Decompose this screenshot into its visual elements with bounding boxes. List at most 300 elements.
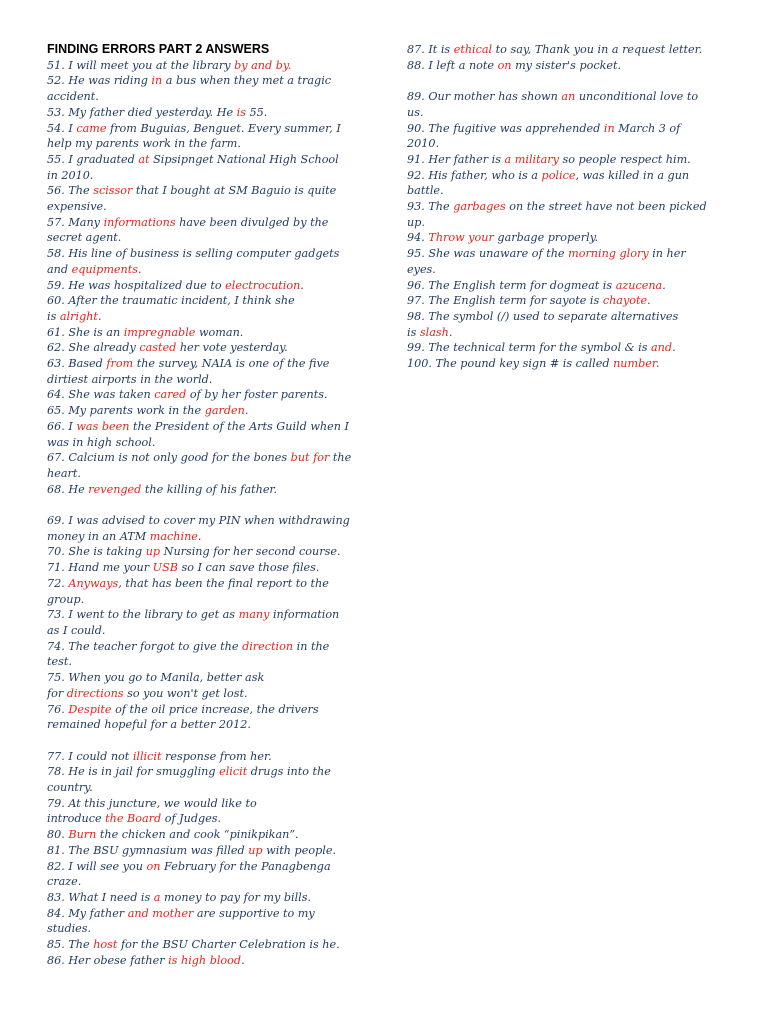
- answer-item-72: [47, 576, 377, 607]
- answer-text: the: [329, 451, 352, 465]
- answer-line: [47, 702, 377, 718]
- answer-text: .: [241, 953, 245, 967]
- answer-text: 80.: [47, 828, 69, 842]
- answer-item-89: [407, 89, 737, 120]
- answer-text: so you won't get lost.: [123, 686, 248, 700]
- answer-item-78: [47, 764, 377, 795]
- answer-line: [47, 686, 377, 702]
- answer-item-93: [407, 199, 737, 230]
- error-highlight: by and by.: [234, 58, 292, 72]
- answer-item-60: [47, 293, 377, 324]
- answer-line: [47, 796, 377, 812]
- answer-item-94: [407, 230, 737, 246]
- answer-line: [47, 136, 377, 152]
- answer-text: 62. She already: [47, 341, 140, 355]
- answer-text: 55. I graduated: [47, 152, 139, 166]
- error-highlight: number: [613, 357, 657, 371]
- answer-text: response from her.: [161, 749, 272, 763]
- answer-text: money to pay for my bills.: [160, 890, 312, 904]
- answer-text: heart.: [47, 466, 81, 480]
- answer-line: [407, 42, 737, 58]
- answer-text: 89. Our mother has shown: [407, 90, 562, 104]
- error-highlight: Anyways: [68, 576, 119, 590]
- error-highlight: in: [151, 74, 163, 88]
- error-highlight: direction: [242, 639, 294, 653]
- answer-text: introduce: [47, 812, 106, 826]
- answer-text: in her: [648, 247, 686, 261]
- answer-item-97: [407, 293, 737, 309]
- answer-text: 65. My parents work in the: [47, 404, 205, 418]
- answer-text: 94.: [407, 231, 429, 245]
- answer-text: for the BSU Charter Celebration is he.: [117, 938, 340, 952]
- answer-text: 52. He was riding: [47, 74, 152, 88]
- answer-item-83: [47, 890, 377, 906]
- answer-line: [47, 73, 377, 89]
- answer-text: 57. Many: [47, 215, 104, 229]
- answer-text: us.: [407, 105, 424, 119]
- answer-line: [47, 654, 377, 670]
- answer-text: of by her foster parents.: [186, 388, 328, 402]
- error-highlight: directions: [66, 686, 124, 700]
- error-highlight: and mother: [127, 906, 194, 920]
- answer-text: Sipsipnget National High School: [149, 152, 339, 166]
- answer-text: my sister's pocket.: [511, 58, 622, 72]
- answer-line: [407, 246, 737, 262]
- answer-text: money in an ATM: [47, 529, 150, 543]
- answer-item-63: [47, 356, 377, 387]
- answer-line: [47, 639, 377, 655]
- answer-text: .: [244, 404, 249, 418]
- error-highlight: host: [93, 938, 118, 952]
- answer-line: [407, 309, 737, 325]
- error-highlight: but for: [290, 451, 330, 465]
- answer-line: [407, 58, 737, 74]
- error-highlight: impregnable: [123, 325, 196, 339]
- error-highlight: garden: [204, 404, 245, 418]
- right-column: [407, 42, 737, 372]
- answer-item-91: [407, 152, 737, 168]
- answer-text: garbage properly.: [493, 231, 599, 245]
- answer-line: [47, 780, 377, 796]
- error-highlight: USB: [152, 561, 178, 575]
- answer-text: 72.: [47, 576, 69, 590]
- answer-text: country.: [47, 781, 93, 794]
- answer-text: 69. I was advised to cover my PIN when withdrawing: [47, 514, 350, 528]
- answer-text: of the oil price increase, the drivers: [111, 702, 319, 716]
- answer-text: is: [407, 325, 420, 339]
- answer-line: [47, 749, 377, 765]
- answer-line: [47, 309, 377, 325]
- answer-line: [407, 293, 737, 309]
- answer-line: [407, 325, 737, 341]
- answer-line: [47, 576, 377, 592]
- answer-text: battle.: [407, 184, 444, 198]
- answer-line: [47, 717, 377, 733]
- answer-text: .: [138, 262, 142, 276]
- answer-text: 79. At this juncture, we would like to: [47, 796, 257, 810]
- answer-item-52: [47, 73, 377, 104]
- answer-line: [47, 811, 377, 827]
- answer-item-53: [47, 105, 377, 121]
- answer-text: her vote yesterday.: [176, 341, 288, 355]
- answer-item-79: [47, 796, 377, 827]
- answer-text: 73. I went to the library to get as: [47, 608, 239, 622]
- answer-item-73: [47, 607, 377, 638]
- answer-item-99: [407, 340, 737, 356]
- answer-line: [47, 356, 377, 372]
- answer-text: 82. I will see you: [47, 859, 147, 873]
- answer-item-95: [407, 246, 737, 277]
- answer-text: 68. He: [47, 482, 89, 496]
- answer-text: 100. The pound key sign # is called: [407, 357, 614, 371]
- answer-line: [47, 874, 377, 890]
- answer-text: 77. I could not: [47, 749, 133, 763]
- answer-text: help my parents work in the farm.: [47, 137, 241, 151]
- answer-line: [47, 215, 377, 231]
- answer-line: [47, 262, 377, 278]
- error-highlight: elicit: [219, 765, 248, 779]
- answer-line: [407, 121, 737, 137]
- answer-line: [47, 293, 377, 309]
- answer-text: 98. The symbol (/) used to separate alternatives: [407, 309, 679, 323]
- answer-item-55: [47, 152, 377, 183]
- answer-line: [47, 859, 377, 875]
- answer-item-98: [407, 309, 737, 340]
- error-highlight: on: [497, 58, 512, 72]
- answer-text: 64. She was taken: [47, 388, 155, 402]
- answer-text: 92. His father, who is a: [407, 168, 542, 182]
- answer-item-82: [47, 859, 377, 890]
- answer-line: [407, 340, 737, 356]
- answer-text: 81. The BSU gymnasium was filled: [47, 843, 249, 857]
- answer-text: 60. After the traumatic incident, I think she: [47, 294, 295, 308]
- answer-item-67: [47, 450, 377, 481]
- error-highlight: illicit: [132, 749, 162, 763]
- error-highlight: from: [106, 357, 134, 371]
- answer-line: [47, 592, 377, 608]
- answer-line: [47, 513, 377, 529]
- error-highlight: informations: [103, 215, 176, 229]
- answer-line: [407, 136, 737, 152]
- answer-item-51: [47, 58, 377, 74]
- answer-line: [47, 544, 377, 560]
- answer-line: [47, 906, 377, 922]
- answer-item-81: [47, 843, 377, 859]
- answer-item-61: [47, 325, 377, 341]
- answer-text: February for the Panagbenga: [160, 859, 331, 873]
- answer-text: 76.: [47, 702, 69, 716]
- answer-line: [47, 230, 377, 246]
- error-highlight: Throw your: [428, 231, 494, 245]
- answer-text: .: [448, 325, 453, 339]
- answer-text: from Buguias, Benguet. Every summer, I: [106, 121, 341, 135]
- answer-text: drugs into the: [247, 765, 331, 779]
- answer-text: craze.: [47, 875, 82, 889]
- answer-text: 59. He was hospitalized due to: [47, 278, 226, 292]
- answer-item-56: [47, 183, 377, 214]
- answer-item-90: [407, 121, 737, 152]
- answer-text: expensive.: [47, 200, 107, 214]
- answer-item-65: [47, 403, 377, 419]
- answer-text: .: [662, 278, 666, 292]
- answer-text: up.: [407, 215, 425, 229]
- answer-text: 91. Her father is: [407, 152, 505, 166]
- answer-text: 67. Calcium is not only good for the bones: [47, 451, 291, 465]
- answer-text: the survey, NAIA is one of the five: [133, 357, 330, 371]
- error-highlight: casted: [139, 341, 177, 355]
- answer-line: [47, 152, 377, 168]
- error-highlight: chayote: [602, 294, 648, 308]
- answer-line: [407, 105, 737, 121]
- answer-item-58: [47, 246, 377, 277]
- answer-line: [407, 356, 737, 372]
- answer-line: [47, 937, 377, 953]
- answer-text: 53. My father died yesterday. He: [47, 105, 237, 119]
- answer-text: 55.: [245, 105, 268, 119]
- answer-line: [47, 953, 377, 969]
- answer-line: [47, 199, 377, 215]
- error-highlight: is high blood: [168, 953, 242, 967]
- answer-item-80: [47, 827, 377, 843]
- error-highlight: was been: [76, 419, 130, 433]
- error-highlight: a military: [504, 152, 559, 166]
- answer-text: for: [47, 686, 67, 700]
- error-highlight: slash: [419, 325, 449, 339]
- answer-text: of Judges.: [161, 812, 222, 826]
- answer-line: [47, 183, 377, 199]
- answer-text: a bus when they met a tragic: [162, 74, 332, 88]
- error-highlight: revenged: [88, 482, 142, 496]
- answer-line: [47, 529, 377, 545]
- answer-item-77: [47, 749, 377, 765]
- answer-line: [47, 435, 377, 451]
- answer-line: [47, 890, 377, 906]
- answer-item-87: [407, 42, 737, 58]
- answer-line: [47, 419, 377, 435]
- left-column: [47, 42, 377, 968]
- answer-item-85: [47, 937, 377, 953]
- answer-line: [47, 482, 377, 498]
- answer-text: on the street have not been picked: [505, 200, 707, 214]
- right-items: [407, 42, 737, 372]
- answer-line: [407, 168, 737, 184]
- answer-item-74: [47, 639, 377, 670]
- answer-line: [47, 89, 377, 105]
- answer-text: test.: [47, 655, 72, 669]
- spacer: [47, 733, 377, 749]
- spacer: [407, 73, 737, 89]
- answer-line: [47, 403, 377, 419]
- error-highlight: Despite: [68, 702, 112, 716]
- answer-text: as I could.: [47, 623, 106, 637]
- answer-text: group.: [47, 592, 85, 606]
- answer-line: [47, 372, 377, 388]
- answer-text: is: [47, 309, 60, 323]
- error-highlight: garbages: [453, 200, 506, 214]
- answer-text: , was killed in a gun: [575, 168, 690, 182]
- answer-text: 2010.: [407, 137, 440, 151]
- answer-line: [47, 325, 377, 341]
- answer-text: are supportive to my: [193, 906, 315, 920]
- answer-text: the killing of his father.: [141, 482, 278, 496]
- answer-text: .: [197, 529, 202, 543]
- answer-text: 99. The technical term for the symbol & is: [407, 341, 652, 355]
- answer-item-75: [47, 670, 377, 701]
- answer-line: [407, 183, 737, 199]
- answer-text: the chicken and cook “pinikpikan”.: [96, 828, 299, 842]
- answer-text: 51. I will meet you at the library: [47, 58, 235, 72]
- answer-line: [47, 827, 377, 843]
- answer-item-76: [47, 702, 377, 733]
- answer-text: 86. Her obese father: [47, 953, 169, 967]
- answer-line: [407, 278, 737, 294]
- answer-text: woman.: [195, 325, 244, 339]
- answer-item-59: [47, 278, 377, 294]
- error-highlight: on: [146, 859, 161, 873]
- answer-item-86: [47, 953, 377, 969]
- answer-text: was in high school.: [47, 435, 156, 449]
- error-highlight: machine: [149, 529, 198, 543]
- answer-line: [47, 58, 377, 74]
- error-highlight: police: [541, 168, 576, 182]
- answer-item-96: [407, 278, 737, 294]
- error-highlight: Burn: [68, 828, 97, 842]
- error-highlight: alright: [59, 309, 98, 323]
- error-highlight: azucena: [615, 278, 663, 292]
- answer-line: [47, 560, 377, 576]
- error-highlight: many: [238, 608, 270, 622]
- answer-text: 70. She is taking: [47, 545, 146, 559]
- answer-text: unconditional love to: [575, 90, 699, 104]
- answer-text: 97. The English term for sayote is: [407, 294, 603, 308]
- answer-text: information: [269, 608, 340, 622]
- answer-line: [47, 764, 377, 780]
- answer-text: March 3 of: [614, 121, 681, 135]
- answer-text: .: [647, 294, 651, 308]
- answer-text: 87. It is: [407, 43, 454, 56]
- answer-line: [47, 450, 377, 466]
- answer-line: [47, 623, 377, 639]
- answer-text: 61. She is an: [47, 325, 124, 339]
- answer-text: 93. The: [407, 200, 454, 214]
- answer-line: [47, 387, 377, 403]
- answer-text: 90. The fugitive was apprehended: [407, 121, 604, 135]
- answer-text: and: [47, 262, 72, 276]
- error-highlight: in: [603, 121, 615, 135]
- error-highlight: ethical: [453, 43, 493, 56]
- answer-text: 66. I: [47, 419, 77, 433]
- answer-text: 63. Based: [47, 357, 107, 371]
- answer-text: 74. The teacher forgot to give the: [47, 639, 243, 653]
- answer-text: 54. I: [47, 121, 77, 135]
- error-highlight: scissor: [93, 184, 133, 198]
- answer-item-84: [47, 906, 377, 937]
- error-highlight: came: [76, 121, 107, 135]
- error-highlight: up: [248, 843, 263, 857]
- answer-text: 58. His line of business is selling computer gadgets: [47, 247, 340, 261]
- answer-text: .: [300, 278, 304, 292]
- answer-line: [47, 121, 377, 137]
- answer-text: in the: [293, 639, 330, 653]
- error-highlight: cared: [154, 388, 187, 402]
- answer-text: the President of the Arts Guild when I: [129, 419, 349, 433]
- answer-item-70: [47, 544, 377, 560]
- answer-line: [407, 230, 737, 246]
- answer-text: .: [672, 341, 676, 355]
- error-highlight: at: [138, 152, 150, 166]
- answer-text: 83. What I need is: [47, 890, 154, 904]
- answer-line: [47, 168, 377, 184]
- answer-text: 78. He is in jail for smuggling: [47, 765, 220, 779]
- error-highlight: is: [236, 105, 246, 119]
- answer-text: so people respect him.: [558, 152, 691, 166]
- answer-text: , that has been the final report to the: [118, 576, 329, 590]
- answer-text: accident.: [47, 90, 99, 104]
- answer-text: 95. She was unaware of the: [407, 247, 569, 261]
- answer-text: eyes.: [407, 262, 436, 276]
- answer-line: [47, 921, 377, 937]
- answer-text: 75. When you go to Manila, better ask: [47, 671, 265, 685]
- answer-text: studies.: [47, 922, 92, 936]
- answer-text: 88. I left a note: [407, 58, 498, 72]
- answer-text: that I bought at SM Baguio is quite: [132, 184, 337, 198]
- error-highlight: an: [561, 90, 576, 104]
- answer-item-54: [47, 121, 377, 152]
- page-title: FINDING ERRORS PART 2 ANSWERS: [47, 42, 270, 56]
- error-highlight: equipments: [71, 262, 138, 276]
- answer-line: [47, 843, 377, 859]
- answer-line: [47, 340, 377, 356]
- answer-item-62: [47, 340, 377, 356]
- error-highlight: a: [153, 890, 161, 904]
- spacer: [47, 497, 377, 513]
- answer-text: so I can save those files.: [177, 561, 320, 575]
- answer-line: [407, 152, 737, 168]
- error-highlight: up: [145, 545, 161, 559]
- answer-line: [47, 246, 377, 262]
- answer-line: [47, 105, 377, 121]
- answer-text: 71. Hand me your: [47, 561, 153, 575]
- answer-item-71: [47, 560, 377, 576]
- answer-text: 96. The English term for dogmeat is: [407, 278, 616, 292]
- error-highlight: the Board: [105, 812, 162, 826]
- answer-line: [47, 607, 377, 623]
- answer-line: [47, 278, 377, 294]
- answer-text: to say, Thank you in a request letter.: [492, 43, 703, 56]
- answer-text: 85. The: [47, 938, 94, 952]
- answer-line: [47, 670, 377, 686]
- answer-line: [47, 466, 377, 482]
- answer-text: secret agent.: [47, 231, 122, 245]
- answer-text: 56. The: [47, 184, 94, 198]
- answer-item-100: [407, 356, 737, 372]
- answer-item-69: [47, 513, 377, 544]
- answer-line: [407, 215, 737, 231]
- left-items: [47, 58, 377, 969]
- answer-item-92: [407, 168, 737, 199]
- error-highlight: morning glory: [568, 247, 649, 261]
- answer-text: with people.: [262, 843, 336, 857]
- answer-text: in 2010.: [47, 168, 94, 182]
- answer-text: .: [97, 309, 102, 323]
- answer-text: 84. My father: [47, 906, 128, 920]
- answer-item-88: [407, 58, 737, 74]
- answer-item-66: [47, 419, 377, 450]
- answer-item-57: [47, 215, 377, 246]
- answer-text: have been divulged by the: [175, 215, 329, 229]
- answer-text: Nursing for her second course.: [160, 545, 341, 559]
- answer-item-64: [47, 387, 377, 403]
